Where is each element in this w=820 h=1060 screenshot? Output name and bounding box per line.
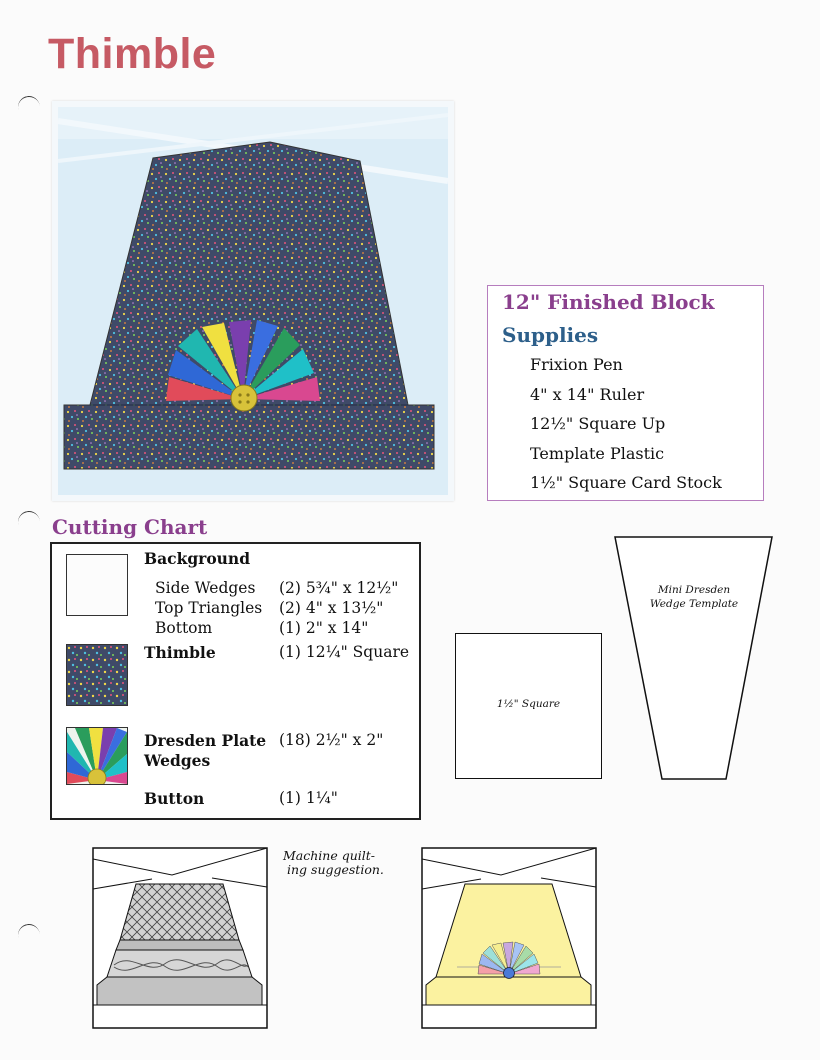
top-triangles-label: Top Triangles — [155, 599, 263, 617]
cutting-chart-title: Cutting Chart — [52, 515, 208, 539]
cutting-chart-table — [50, 542, 421, 820]
dresden-qty: (18) 2½" x 2" — [279, 731, 384, 749]
background-label: Background — [144, 549, 251, 568]
binder-hole-mark — [16, 922, 42, 948]
wedge-template-label-line1: Mini Dresden — [657, 584, 731, 596]
side-wedges-label: Side Wedges — [155, 579, 256, 597]
page-title: Thimble — [48, 30, 217, 78]
finished-block-heading: 12" Finished Block — [502, 290, 715, 314]
thimble-fabric-swatch — [66, 644, 128, 706]
dresden-label-line1: Dresden Plate — [144, 731, 267, 750]
supply-item: 12½" Square Up — [530, 414, 666, 433]
bottom-label: Bottom — [155, 619, 213, 637]
supply-item: Frixion Pen — [530, 355, 623, 374]
side-wedges-qty: (2) 5¾" x 12½" — [279, 579, 399, 597]
wedge-template — [614, 536, 774, 782]
bottom-qty: (1) 2" x 14" — [279, 619, 369, 637]
binder-hole-mark — [16, 94, 42, 120]
dresden-label-line2: Wedges — [144, 751, 211, 770]
supplies-heading: Supplies — [502, 323, 599, 347]
supply-item: 1½" Square Card Stock — [530, 473, 722, 492]
quilting-note-line1: Machine quilt- — [283, 848, 376, 863]
quilting-note-line2: ing suggestion. — [287, 862, 384, 877]
top-triangles-qty: (2) 4" x 13½" — [279, 599, 384, 617]
supplies-box — [487, 285, 764, 501]
thimble-qty: (1) 12¼" Square — [279, 643, 410, 661]
square-template-label: 1½" Square — [496, 698, 561, 710]
wedge-template-label-line2: Wedge Template — [649, 598, 739, 610]
supply-item: 4" x 14" Ruler — [530, 385, 645, 404]
button-qty: (1) 1¼" — [279, 789, 338, 807]
quilting-suggestion-diagram — [92, 847, 268, 1033]
binder-hole-mark — [16, 509, 42, 535]
square-template — [455, 633, 602, 779]
background-fabric-swatch — [66, 554, 128, 616]
button-label: Button — [144, 789, 205, 808]
supply-item: Template Plastic — [530, 444, 665, 463]
thimble-label: Thimble — [144, 643, 216, 662]
dresden-fabric-swatch — [66, 727, 128, 785]
block-color-diagram — [421, 847, 597, 1033]
block-photo — [52, 101, 454, 501]
